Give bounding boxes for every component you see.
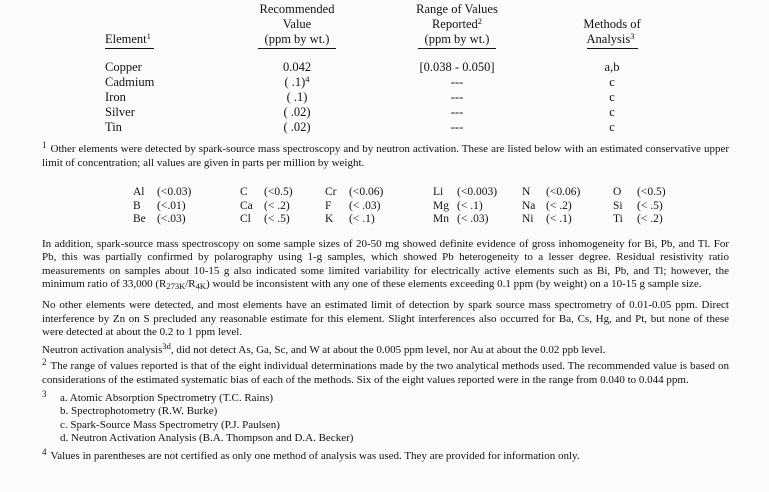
element-limit-cell: Mn (< .03) xyxy=(433,213,489,226)
range-value: --- xyxy=(450,90,464,104)
element-limit-cell: Cl (< .5) xyxy=(240,213,290,226)
element-limit-cell: O (<0.5) xyxy=(613,186,666,199)
analysis-table xyxy=(105,2,729,135)
paragraph-detection: No other elements were detected, and most elements have an estimated limit of detection by spark source mass spectrometry of 0.01-0.05 ppm. Direct interference by Zn on S precluded any reasonable estimate for this element. Slight interferences also occurred for Ba, Cs, Hg, and Pt, but none of these were detected at about the 0.2 to 1 ppm level. xyxy=(42,299,729,339)
footnote-ref-4: 4 xyxy=(305,74,310,84)
footnote-4-text: Values in parentheses are not certified as only one method of analysis was used. They are provided for information only. xyxy=(50,449,580,462)
header-range-units: (ppm by wt.) xyxy=(418,32,497,49)
element-limits-row xyxy=(133,200,729,214)
method-item-b: b. Spectrophotometry (R.W. Burke) xyxy=(60,405,218,418)
methods-value: c xyxy=(609,105,615,119)
methods-value: a,b xyxy=(604,60,620,74)
footnote-4-marker: 4 xyxy=(42,446,47,457)
method-item-c: c. Spark-Source Mass Spectrometry (P.J. Paulsen) xyxy=(60,418,280,431)
methods-value: c xyxy=(609,90,615,104)
element-limit-cell: B (<.01) xyxy=(133,199,186,212)
header-range-line2: Reported$^2$ xyxy=(431,16,483,31)
header-recommended-value xyxy=(217,2,377,49)
header-methods: Methods of Analysis$^3$ xyxy=(537,17,687,49)
footnote-2 xyxy=(42,357,729,387)
element-limit-cell: Ti (< .2) xyxy=(613,213,663,226)
element-name: Iron xyxy=(105,90,126,104)
element-limits-row xyxy=(133,213,729,227)
element-limits-row xyxy=(133,186,729,200)
recommended-value: ( .02) xyxy=(283,105,311,119)
element-name: Silver xyxy=(105,105,135,119)
recommended-value: ( .1)$^4$ xyxy=(284,74,310,89)
method-item-a: a. Atomic Absorption Spectrometry (T.C. Rains) xyxy=(60,391,274,404)
footnote-4 xyxy=(42,446,729,464)
header-element-label: Element xyxy=(105,32,147,46)
element-limit-cell: N (<0.06) xyxy=(522,186,581,199)
header-range xyxy=(377,2,537,49)
element-name: Copper xyxy=(105,60,142,74)
element-limit-cell: Mg (< .1) xyxy=(433,199,483,212)
header-range-line1: Range of Values xyxy=(416,2,498,16)
table-row-tin xyxy=(105,120,729,135)
range-value: [0.038 - 0.050] xyxy=(419,60,495,74)
element-limit-cell: Cr (<0.06) xyxy=(325,186,384,199)
range-value: --- xyxy=(450,75,464,89)
element-limit-cell: Na (< .2) xyxy=(522,199,572,212)
header-recommended-line1: Recommended xyxy=(259,2,335,16)
element-limit-cell: Ca (< .2) xyxy=(240,199,290,212)
recommended-value: ( .1) xyxy=(286,90,308,104)
recommended-value: ( .02) xyxy=(283,120,311,134)
table-row-iron xyxy=(105,90,729,105)
methods-value: c xyxy=(609,75,615,89)
header-recommended-line2: Value xyxy=(282,17,312,31)
table-header-row xyxy=(105,2,729,49)
range-value: --- xyxy=(450,120,464,134)
methods-list xyxy=(60,392,729,446)
footnote-1-text: Other elements were detected by spark-source mass spectroscopy and by neutron activation. These are listed below with an estimated conservative upper limit of concentration; all values are given in parts per million by weight. xyxy=(42,143,729,169)
element-limit-cell: Si (< .5) xyxy=(613,199,663,212)
table-row-silver xyxy=(105,105,729,120)
footnote-ref-2: 2 xyxy=(477,16,483,26)
footnote-1-marker: 1 xyxy=(42,140,47,150)
header-element xyxy=(105,32,217,49)
element-limit-cell: C (<0.5) xyxy=(240,186,293,199)
subscript-273K: 273K xyxy=(166,281,186,292)
table-row-copper xyxy=(105,60,729,75)
methods-value: c xyxy=(609,120,615,134)
method-item-d: d. Neutron Activation Analysis (B.A. Thompson and D.A. Becker) xyxy=(60,432,354,445)
element-name: Cadmium xyxy=(105,75,155,89)
footnote-ref-3: 3 xyxy=(630,31,635,41)
element-limit-cell: Be (<.03) xyxy=(133,213,186,226)
header-methods-line1: Methods of xyxy=(583,17,641,31)
paragraph-neutron: Neutron activation analysis$^{3d}$, did not detect As, Ga, Sc, and W at about the 0.005 ppm level, nor Au at about the 0.02 ppb level. xyxy=(42,340,606,356)
element-limit-cell: F (< .03) xyxy=(325,199,381,212)
recommended-value: 0.042 xyxy=(282,60,312,74)
footnote-2-marker: 2 xyxy=(42,357,47,368)
footnote-3 xyxy=(42,388,729,446)
element-limit-cell: Ni (< .1) xyxy=(522,213,572,226)
element-name: Tin xyxy=(105,120,122,134)
footnote-2-text: The range of values reported is that of the eight individual determinations made by the two analytical methods used. The recommended value is based on considerations of the estimated systematic bias of each of the methods. Six of the eight values reported were in the range from 0.040 to 0.044 ppm. xyxy=(42,360,729,387)
table-body xyxy=(105,60,729,135)
element-limit-cell: K (< .1) xyxy=(325,213,375,226)
footnote-ref-1: 1 xyxy=(146,31,151,41)
footnote-1 xyxy=(42,140,729,170)
range-value: --- xyxy=(450,105,464,119)
element-limit-cell: Li (<0.003) xyxy=(433,186,498,199)
table-row-cadmium xyxy=(105,75,729,90)
footnote-3-marker: 3 xyxy=(42,388,47,399)
paragraph-inhomogeneity: In addition, spark-source mass spectroscopy on some sample sizes of 20-50 mg showed definite evidence of gross inhomogeneity for Bi, Pb, and Tl. For Pb, this was partially confirmed by polarography using 1-g samples, which showed Pb heterogeneity to a lesser degree. Residual resistivity ratio measurements on samples about 10-15 g also indicated some limited variability for electrically active elements such as Bi, Pb, and Tl; however, the minimum ratio of 33,000 $(R_{273K}/R_{4K})$ would be inconsistent with any one of these elements exceeding 0.1 ppm (by weight) on a 10-15 g sample size. xyxy=(42,237,729,292)
footnote-ref-3d: 3d xyxy=(162,340,171,351)
element-limit-cell: Al (<0.03) xyxy=(133,186,192,199)
header-recommended-units: (ppm by wt.) xyxy=(258,32,337,49)
subscript-4K: 4K xyxy=(195,281,207,292)
element-limits-grid xyxy=(133,186,729,227)
